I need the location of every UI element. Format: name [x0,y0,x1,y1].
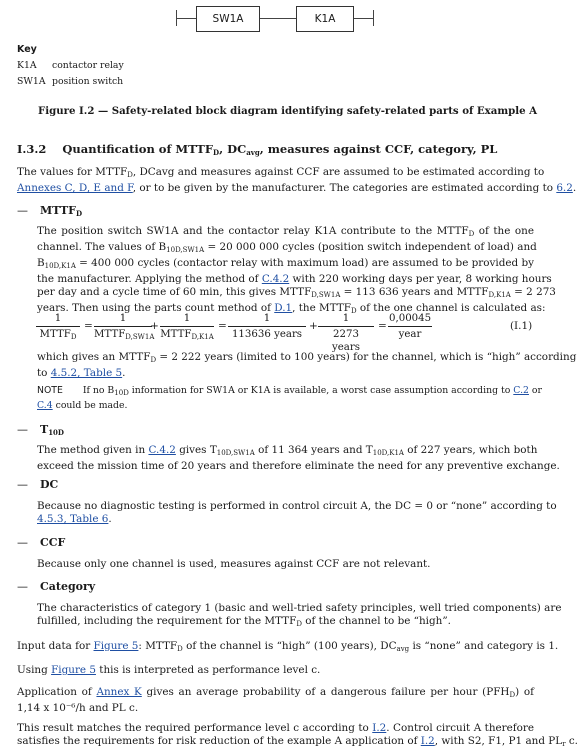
dc-heading: — DC [17,478,59,491]
dc-paragraph: Because no diagnostic testing is performed in control circuit A, the DC = 0 or “none” according to 4.5.3, Table 6. [37,500,557,525]
annex-k-link[interactable]: Annex K [96,686,142,698]
diagram-line-right [354,18,374,19]
key-item [17,75,123,89]
section-title-part: , DC [219,142,247,156]
eq-frac: 1 $MTTF_{D,K1A}$ [160,313,214,341]
section-sub: avg [246,148,260,157]
key-code: SW1A [17,76,46,87]
using-line: Using Figure 5 this is interpreted as performance level c. [17,664,321,676]
section-6-2-link[interactable]: 6.2 [556,182,573,194]
mttfd-heading: — $MTTF_D$ [17,204,83,218]
ccf-heading: — CCF [17,536,66,549]
category-heading: — Category [17,580,96,593]
block-sw1a: SW1A [196,6,260,32]
intro-paragraph [17,166,577,195]
eq-plus: + [150,320,159,332]
input-data-line: Input data for Figure 5: $MTTF_D$ of the channel is “high” (100 years), $DC_{avg}$ is “none” and category is 1. [17,640,559,653]
annexes-link[interactable]: Annexes C, D, E and F [17,182,133,194]
i-2-link[interactable]: I.2 [372,722,387,734]
category-paragraph: The characteristics of category 1 (basic and well-tried safety principles, well tried components) are fulfilled, including the requirement for the $MTTF_D$ of the channel to be “high”. [37,602,562,628]
diagram-line-left [176,18,196,19]
section-title-part: Quantification of MTTF [62,142,214,156]
eq-equals: = [218,320,227,332]
mttfd-paragraph: The position switch SW1A and the contactor relay K1A contribute to the $MTTF_D$ of the one channel. The values of $B_{10D,SW1A} = 20$ 000 000 cycles (position switch independent of load) and $B_{10D,K1A} = 400$ 000 cycles (contactor relay with maximum load) are assumed to be provided by the manufacturer. Applying the method of C.4.2 with 220 working days per year, 8 working hours per day and a cycle time of 60 min, this gives $MTTF_{D,SW1A} = 113$ 636 years and $MTTF_{D,K1A} = 2$ 273 years. Then using the parts count method of D.1, the $MTTF_D$ of the one channel is calculated as: [37,225,556,315]
eq-plus: + [309,320,318,332]
t10d-paragraph: The method given in C.4.2 gives $T_{10D,SW1A}$ of 11 364 years and $T_{10D,K1A}$ of 227 years, which both exceed the mission time of 20 years and therefore eliminate the need for any preventive exchange. [37,444,560,472]
ccf-paragraph: Because only one channel is used, measures against CCF are not relevant. [37,558,431,570]
diagram-line-mid [260,18,296,19]
intro-line: Annexes C, D, E and F, or to be given by the manufacturer. The categories are estimated according to 6.2. [17,182,577,194]
c-4-2-link[interactable]: C.4.2 [261,273,290,285]
eq-frac: 0,00045 year [389,313,432,340]
figure-caption: Figure I.2 — Safety-related block diagram identifying safety-related parts of Example A [38,105,538,117]
section-number: I.3.2 [17,142,47,156]
c-4-link[interactable]: C.4 [37,399,53,411]
c-4-2-link[interactable]: C.4.2 [148,444,176,456]
section-sub: D [213,148,220,157]
eq-frac: 1 113636 years [228,312,306,341]
table-5-link[interactable]: 4.5.2, Table 5 [50,367,123,379]
block-k1a: K1A [296,6,354,32]
key-code: K1A [17,60,37,71]
eq-frac: 1 $MTTF_{D,SW1A}$ [94,313,155,341]
t10d-heading: — $T_{10D}$ [17,423,64,437]
eq-frac: 1 2273 years [318,312,374,354]
d-1-link[interactable]: D.1 [274,302,293,314]
final-paragraph: This result matches the required performance level c according to I.2. Control circuit A therefore satisfies the requirements for risk reduction of the example A application of I.2, with S2, F1, P1 and $PL_r$ c. [17,722,578,748]
c-2-link[interactable]: C.2 [513,385,529,396]
eq-frac: 1 $MTTF_D$ [36,312,80,344]
key-desc: contactor relay [52,60,124,71]
eq-equals: = [84,320,93,332]
diagram-right-tick [373,10,374,26]
key-item [17,59,124,73]
key-title: Key [17,44,37,55]
figure-5-link[interactable]: Figure 5 [93,640,139,652]
key-desc: position switch [52,76,124,87]
section-title-part: , measures against CCF, category, PL [259,142,498,156]
i-2-link[interactable]: I.2 [420,735,435,747]
intro-line: The values for $MTTF_D$, DCavg and measures against CCF are assumed to be estimated according to [17,166,545,179]
equation-number: (I.1) [510,320,533,332]
eq-equals: = [378,320,387,332]
note: NOTE If no $B_{10D}$ information for SW1A or K1A is available, a worst case assumption according to C.2 or C.4 could be made. [37,385,542,411]
figure-5-link[interactable]: Figure 5 [51,664,96,676]
section-heading [17,142,497,157]
result-paragraph: which gives an $MTTF_D = 2$ 222 years (limited to 100 years) for the channel, which is “high” according to 4.5.2, Table 5. [37,351,577,379]
application-paragraph: Application of Annex K gives an average probability of a dangerous failure per hour $(PFH_D)$ of 1,14 x 10⁻⁶/h and PL c. [17,686,534,714]
note-label: NOTE [37,385,63,396]
table-6-link[interactable]: 4.5.3, Table 6 [37,513,109,525]
